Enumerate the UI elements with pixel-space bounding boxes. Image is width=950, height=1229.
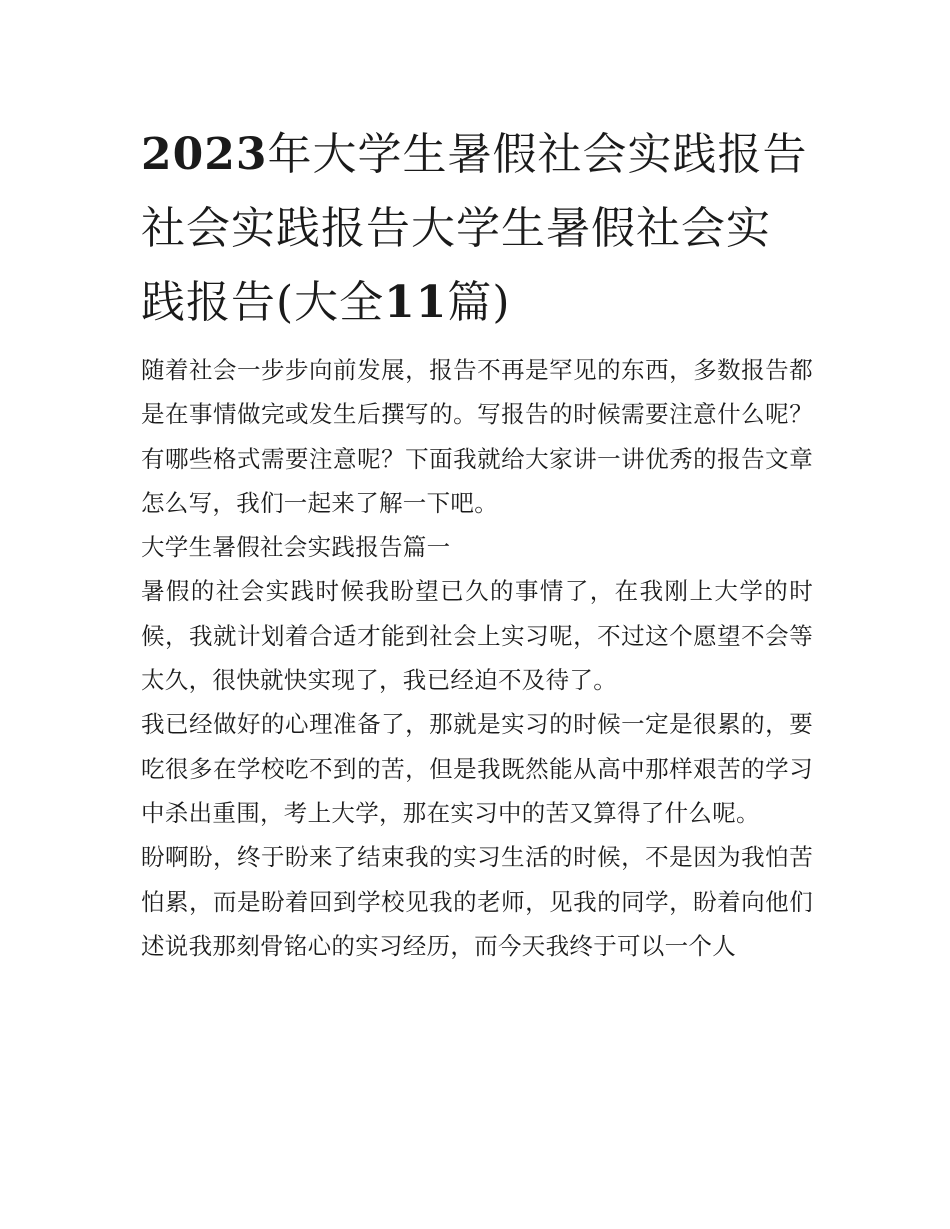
intro-paragraph: 随着社会一步步向前发展，报告不再是罕见的东西，多数报告都是在事情做完或发生后撰写的。写报告的时候需要注意什么呢？有哪些格式需要注意呢？下面我就给大家讲一讲优秀的报告文章怎么写，我们一起来了解一下吧。 <box>141 356 813 517</box>
body-paragraph-1: 暑假的社会实践时候我盼望已久的事情了，在我刚上大学的时候，我就计划着合适才能到社会上实习呢，不过这个愿望不会等太久，很快就快实现了，我已经迫不及待了。 <box>141 577 813 695</box>
section-heading: 大学生暑假社会实践报告篇一 <box>141 533 451 562</box>
document-page <box>141 118 813 968</box>
document-title: 2023年大学生暑假社会实践报告 社会实践报告大学生暑假社会实践报告(大全11篇) <box>141 129 808 328</box>
body-paragraph-3: 盼啊盼，终于盼来了结束我的实习生活的时候，不是因为我怕苦怕累，而是盼着回到学校见我的老师，见我的同学，盼着向他们述说我那刻骨铭心的实习经历，而今天我终于可以一个人 <box>141 843 813 960</box>
body-paragraph-2: 我已经做好的心理准备了，那就是实习的时候一定是很累的，要吃很多在学校吃不到的苦，但是我既然能从高中那样艰苦的学习中杀出重围，考上大学，那在实习中的苦又算得了什么呢。 <box>141 710 813 827</box>
